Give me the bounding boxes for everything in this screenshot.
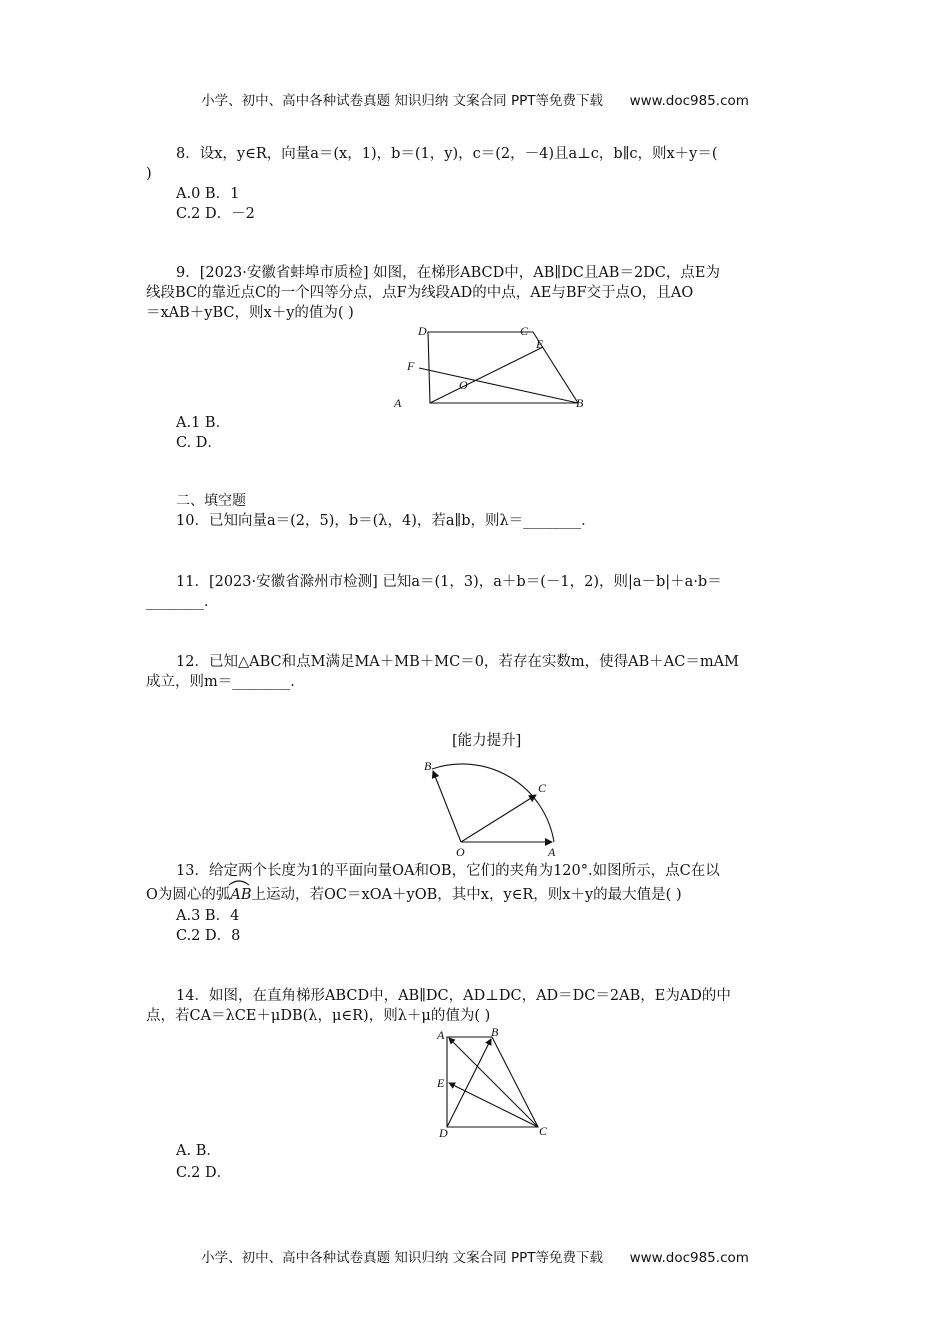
- q13-arc-label: AB: [230, 887, 252, 903]
- q12-line1: 12．已知△ABC和点M满足MA＋MB＋MC＝0，若存在实数m，使得AB＋AC＝mAM: [176, 654, 739, 670]
- q14-label-A: A: [437, 1028, 445, 1042]
- q13-line2: [146, 883, 682, 905]
- q8-options-1: A.0 B．1: [176, 186, 240, 202]
- q14-label-C: C: [539, 1124, 548, 1138]
- q14-label-B: B: [491, 1026, 499, 1039]
- q11-line2: ________．: [146, 594, 219, 610]
- q8-options-2: C.2 D．－2: [176, 206, 255, 222]
- q13-line2-end: 上运动，若OC＝xOA＋yOB，其中x，y∈R，则x＋y的最大值是( ): [251, 887, 682, 903]
- q9-trapezoid-figure: [390, 320, 600, 414]
- q9-line3: ＝xAB＋yBC，则x＋y的值为( ): [146, 305, 354, 321]
- q9-options-2: C. D．: [176, 435, 222, 451]
- arc-mark-icon: [228, 879, 250, 886]
- q13-arc-ab: [230, 883, 251, 905]
- q9-line2: 线段BC的靠近点C的一个四等分点，点F为线段AD的中点，AE与BF交于点O，且AO: [146, 285, 694, 301]
- q14-line1: 14．如图，在直角梯形ABCD中，AB∥DC，AD⊥DC，AD＝DC＝2AB，E为AD的中: [176, 988, 731, 1004]
- q14-label-E: E: [437, 1076, 445, 1090]
- q9-label-D: D: [418, 324, 427, 338]
- q13-label-C: C: [538, 781, 547, 795]
- q9-label-B: B: [576, 396, 584, 410]
- q14-line2: 点，若CA＝λCE＋μDB(λ，μ∈R)，则λ＋μ的值为( ): [146, 1008, 491, 1024]
- q13-label-O: O: [456, 845, 465, 858]
- q9-label-E: E: [536, 337, 544, 351]
- q13-arc-figure: [418, 754, 568, 858]
- page-header: [0, 89, 950, 109]
- q13-options-2: C.2 D．8: [176, 928, 241, 944]
- q13-options-1: A.3 B．4: [176, 908, 240, 924]
- header-site: www.doc985.com: [629, 93, 749, 109]
- q8-line1: 8．设x，y∈R，向量a＝(x，1)，b＝(1，y)，c＝(2，－4)且a⊥c，b∥c，则x＋y＝(: [176, 146, 718, 162]
- page-footer: [0, 1246, 950, 1266]
- q9-label-A: A: [394, 396, 402, 410]
- q9-label-O: O: [459, 378, 468, 392]
- q14-label-D: D: [439, 1126, 448, 1140]
- q14-options-1: A. B．: [176, 1143, 221, 1159]
- section-title-fill-blank: 二、填空题: [176, 493, 246, 509]
- header-text: 小学、初中、高中各种试卷真题 知识归纳 文案合同 PPT等免费下载: [201, 93, 603, 109]
- q10-line1: 10．已知向量a＝(2，5)，b＝(λ，4)，若a∥b，则λ＝________．: [176, 513, 596, 529]
- q13-line1: 13．给定两个长度为1的平面向量OA和OB，它们的夹角为120°.如图所示，点C在以: [176, 863, 720, 879]
- q12-line2: 成立，则m＝________．: [146, 674, 305, 690]
- q8-line2: ): [146, 166, 152, 182]
- q13-label-B: B: [424, 759, 432, 773]
- q9-label-F: F: [407, 359, 415, 373]
- q13-line2-start: O为圆心的弧: [146, 887, 231, 903]
- q11-line1: 11．[2023·安徽省滁州市检测] 已知a＝(1，3)，a＋b＝(－1，2)，则|a－b|＋a·b＝: [176, 574, 722, 590]
- footer-site: www.doc985.com: [629, 1250, 749, 1266]
- q9-line1: 9．[2023·安徽省蚌埠市质检] 如图，在梯形ABCD中，AB∥DC且AB＝2DC，点E为: [176, 265, 720, 281]
- footer-text: 小学、初中、高中各种试卷真题 知识归纳 文案合同 PPT等免费下载: [201, 1250, 603, 1266]
- section-title-ability: [能力提升]: [452, 733, 522, 749]
- q14-right-trapezoid-figure: [430, 1026, 555, 1140]
- q14-options-2: C.2 D．: [176, 1165, 232, 1181]
- q13-label-A: A: [548, 845, 556, 858]
- q9-label-C: C: [520, 324, 529, 338]
- q9-options-1: A.1 B．: [176, 415, 231, 431]
